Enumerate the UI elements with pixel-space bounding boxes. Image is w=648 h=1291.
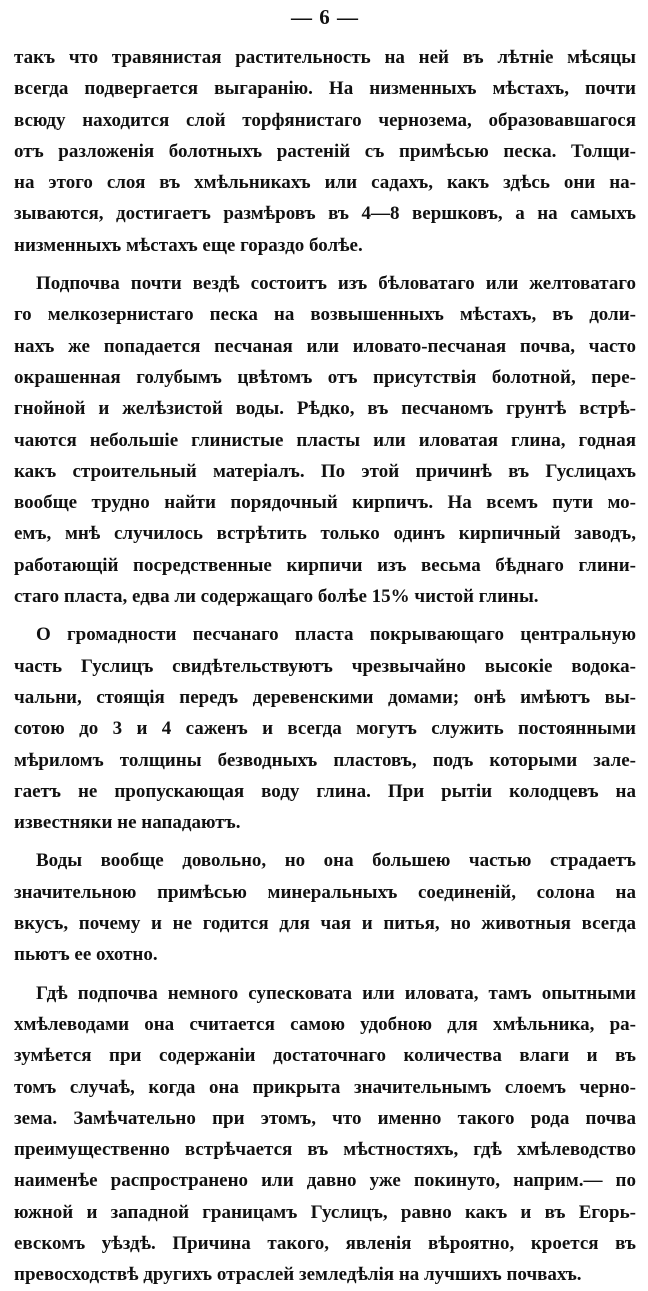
text-line: наименѣе распространено или давно уже покинуто, наприм.— по <box>14 1170 636 1192</box>
paragraph <box>14 42 636 261</box>
text-line: гаетъ не пропускающая воду глина. При рытіи колодцевъ на <box>14 780 636 802</box>
text-line: зумѣется при содержаніи достаточнаго количества влаги и въ <box>14 1045 636 1067</box>
page-number: — 6 — <box>291 5 359 29</box>
text-line: какъ строительный матеріалъ. По этой причинѣ въ Гуслицахъ <box>14 460 636 482</box>
text-line: работающій посредственные кирпичи изъ весьма бѣднаго глини- <box>14 554 636 576</box>
text-line: всюду находится слой торфянистаго чернозема, образовавшагося <box>14 109 636 131</box>
text-line: мѣриломъ толщины безводныхъ пластовъ, подъ которыми зале- <box>14 749 636 771</box>
text-line: зываются, достигаетъ размѣровъ въ 4—8 вершковъ, а на самыхъ <box>14 203 636 225</box>
text-line: хмѣлеводами она считается самою удобною для хмѣльника, ра- <box>14 1013 636 1035</box>
text-line: евскомъ уѣздѣ. Причина такого, явленія вѣроятно, кроется въ <box>14 1232 636 1254</box>
text-line: отъ разложенія болотныхъ растеній съ примѣсью песка. Толщи- <box>14 140 636 162</box>
text-line: на этого слоя въ хмѣльникахъ или садахъ, какъ здѣсь они на- <box>14 172 636 194</box>
text-line: чальни, стоящія передъ деревенскими домами; онѣ имѣютъ вы- <box>14 686 636 708</box>
text-line: Воды вообще довольно, но она большею частью страдаетъ <box>36 850 636 872</box>
text-line: сотою до 3 и 4 саженъ и всегда могутъ служить постоянными <box>14 718 636 740</box>
paragraph <box>14 845 636 970</box>
text-line: зема. Замѣчательно при этомъ, что именно такого рода почва <box>14 1107 636 1129</box>
text-line: вообще трудно найти порядочный кирпичъ. На всемъ пути мо- <box>14 492 636 514</box>
text-line: гнойной и желѣзистой воды. Рѣдко, въ песчаномъ грунтѣ встрѣ- <box>14 398 636 420</box>
text-line: го мелкозернистаго песка на возвышенныхъ мѣстахъ, въ доли- <box>14 304 636 326</box>
text-line: южной и западной границамъ Гуслицъ, равно какъ и въ Егорь- <box>14 1201 636 1223</box>
text-line: всегда подвергается выгаранію. На низменныхъ мѣстахъ, почти <box>14 78 636 100</box>
text-line: чаются небольшіе глинистые пласты или иловатая глина, годная <box>14 429 636 451</box>
text-line: превосходствѣ другихъ отраслей земледѣлія на лучшихъ почвахъ. <box>14 1264 582 1286</box>
text-line: томъ случаѣ, когда она прикрыта значительнымъ слоемъ черно- <box>14 1076 636 1098</box>
text-line: Подпочва почти вездѣ состоитъ изъ бѣловатаго или желтоватаго <box>36 273 636 295</box>
text-line: значительною примѣсью минеральныхъ соединеній, солона на <box>14 881 636 903</box>
paragraph <box>14 619 636 838</box>
body-text <box>14 42 636 1291</box>
document-page <box>14 0 636 1286</box>
text-line: часть Гуслицъ свидѣтельствуютъ чрезвычайно высокіе водока- <box>14 655 636 677</box>
text-line: нахъ же попадается песчаная или иловато-песчаная почва, часто <box>14 335 636 357</box>
paragraph <box>14 268 636 612</box>
text-line: низменныхъ мѣстахъ еще гораздо болѣе. <box>14 234 363 256</box>
text-line: емъ, мнѣ случилось встрѣтить только одинъ кирпичный заводъ, <box>14 523 636 545</box>
text-line: окрашенная голубымъ цвѣтомъ отъ присутствія болотной, пере- <box>14 366 636 388</box>
text-line: известняки не нападаютъ. <box>14 812 241 834</box>
text-line: вкусъ, почему и не годится для чая и питья, но животныя всегда <box>14 913 636 935</box>
paragraph <box>14 978 636 1291</box>
text-line: Гдѣ подпочва немного супесковата или иловата, тамъ опытными <box>36 982 636 1004</box>
text-line: такъ что травянистая растительность на ней въ лѣтніе мѣсяцы <box>14 47 636 68</box>
text-line: пьютъ ее охотно. <box>14 944 158 966</box>
text-line: стаго пласта, едва ли содержащаго болѣе 15% чистой глины. <box>14 586 539 608</box>
text-line: преимущественно встрѣчается въ мѣстностяхъ, гдѣ хмѣлеводство <box>14 1139 636 1161</box>
text-line: О громадности песчанаго пласта покрывающаго центральную <box>36 624 636 646</box>
